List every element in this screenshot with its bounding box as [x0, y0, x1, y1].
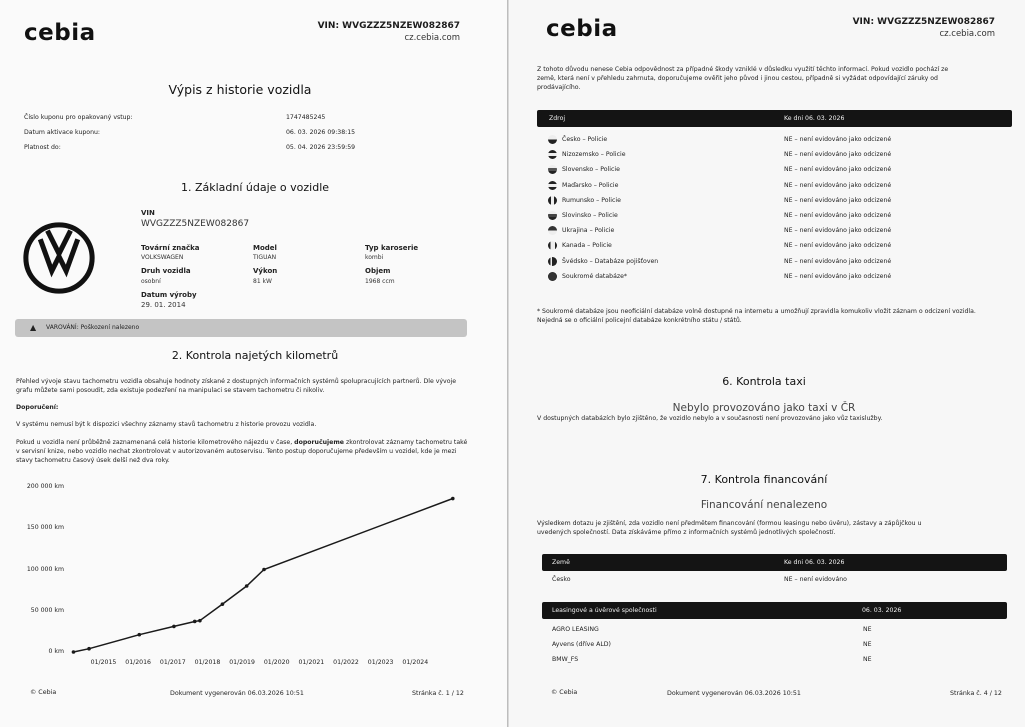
y-tick-label: 0 km [48, 648, 64, 655]
theft-row-result: NE – není evidováno jako odcizené [784, 242, 892, 250]
theft-row-source: Slovensko – Policie [562, 166, 620, 174]
volume-label: Objem [365, 267, 391, 275]
vin-value: WVGZZZ5NZEW082867 [141, 219, 250, 229]
theft-header-date: Ke dni 06. 03. 2026 [784, 115, 845, 122]
theft-row-result: NE – není evidováno jako odcizené [784, 257, 892, 265]
footnote [537, 308, 1017, 326]
leasing-row-result: NE [863, 626, 872, 633]
theft-row-source: Soukromé databáze* [562, 272, 628, 280]
leasing-row-result: NE [863, 656, 872, 663]
globe-icon [548, 272, 557, 281]
czech-flag-icon [548, 135, 557, 144]
odometer-point [245, 584, 249, 588]
odometer-point [262, 568, 266, 572]
taxi-text: V dostupných databázích bylo zjištěno, že vozidlo nebylo a v současnosti není provozováno jako vůz taxislužby. [537, 415, 883, 422]
country-table-header [542, 554, 1007, 571]
header-vin: VIN: WVGZZZ5NZEW082867 [852, 17, 995, 27]
coupon-label: Číslo kuponu pro opakovaný vstup: [24, 114, 133, 121]
theft-row-source: Slovinsko – Policie [562, 212, 618, 219]
date-label: Datum výroby [141, 291, 197, 299]
canada-flag-icon [548, 241, 557, 250]
advice-1: V systému nemusí být k dispozici všechny záznamy stavů tachometru z historie provozu vozidla. [16, 421, 317, 428]
leasing-row-name: Ayvens (dříve ALD) [552, 641, 611, 648]
section-1-title: 1. Základní údaje o vozidle [180, 181, 330, 194]
theft-row-result: NE – není evidováno jako odcizené [784, 166, 892, 174]
theft-table-header [537, 110, 1012, 127]
leasing-header-label: Leasingové a úvěrové společnosti [552, 607, 657, 614]
warning-text: Poškození nalezeno [78, 324, 140, 331]
sweden-flag-icon [548, 257, 557, 266]
activation-value: 06. 03. 2026 09:38:15 [286, 129, 356, 136]
section-6-title: 6. Kontrola taxi [722, 375, 806, 388]
theft-row-result: NE – není evidováno jako odcizené [784, 151, 892, 159]
odometer-point [221, 602, 225, 606]
theft-row-result: NE – není evidováno jako odcizené [784, 181, 892, 189]
theft-row-source: Rumunsko – Policie [562, 196, 621, 204]
x-tick-label: 01/2024 [402, 659, 429, 666]
footnote-line-2: Nejedná se o oficiální policejní databáze konkrétního státu / států. [537, 316, 742, 324]
x-tick-label: 01/2019 [229, 659, 255, 666]
odometer-point [72, 650, 76, 654]
odometer-intro-line-1: Přehled vývoje stavu tachometru vozidla obsahuje hodnoty získané z dostupných informačních systémů spolupracujících partnerů. Dle vývoje [16, 378, 457, 385]
theft-row-source: Nizozemsko – Policie [562, 151, 626, 159]
leasing-row-result: NE [863, 641, 872, 648]
finance-result: Financování nenalezeno [700, 499, 828, 511]
advice-2-line-3: stavy tachometru časový úsek delší než dva roky. [16, 456, 170, 464]
x-tick-label: 01/2020 [263, 659, 290, 666]
advice-2-bold: doporučujeme [294, 439, 344, 446]
header-site: cz.cebia.com [939, 29, 995, 39]
romania-flag-icon [548, 196, 557, 205]
odometer-intro-line-2: grafu můžete sami posoudit, zda existuje podezření na manipulaci se stavem tachometru či nikoliv. [16, 386, 325, 394]
intro-line-1: Z tohoto důvodu nenese Cebia odpovědnost za případné škody vzniklé v důsledku využití těchto informací. Pokud vozidlo pochází ze [537, 66, 949, 73]
x-tick-label: 01/2017 [159, 659, 186, 666]
intro-paragraph [537, 66, 1012, 93]
x-tick-label: 01/2018 [194, 659, 221, 666]
report-page-4 [509, 0, 1025, 727]
header-vin: VIN: WVGZZZ5NZEW082867 [317, 21, 460, 31]
odometer-point [451, 497, 455, 501]
theft-row-source: Kanada – Policie [562, 242, 612, 250]
warning-triangle-icon: ▲ [30, 323, 37, 332]
country-header-date: Ke dni 06. 03. 2026 [784, 559, 845, 566]
model-label: Model [253, 244, 277, 252]
validity-value: 05. 04. 2026 23:59:59 [286, 144, 356, 151]
cebia-logo: cebia [546, 16, 618, 42]
vin-label: VIN [141, 209, 155, 217]
theft-row-result: NE – není evidováno jako odcizené [784, 136, 892, 143]
finance-paragraph [537, 520, 1017, 538]
body-label: Typ karoserie [365, 244, 419, 252]
ukraine-flag-icon [548, 226, 557, 235]
leasing-table-header [542, 602, 1007, 619]
slovakia-flag-icon [548, 165, 557, 174]
taxi-result: Nebylo provozováno jako taxi v ČR [672, 402, 856, 414]
theft-row-source: Maďarsko – Policie [562, 181, 619, 189]
netherlands-flag-icon [548, 150, 557, 159]
header-site: cz.cebia.com [404, 33, 460, 43]
brand-label: Tovární značka [141, 244, 200, 252]
theft-row-source: Ukrajina – Policie [562, 227, 615, 235]
brand-value: VOLKSWAGEN [141, 254, 184, 261]
section-2-title: 2. Kontrola najetých kilometrů [171, 349, 339, 362]
coupon-value: 1747485245 [286, 114, 326, 121]
date-value: 29. 01. 2014 [141, 301, 186, 309]
country-result: NE – není evidováno [784, 576, 847, 583]
odometer-point [137, 633, 141, 637]
x-tick-label: 01/2016 [125, 659, 151, 666]
finance-line-2: uvedených společností. Data získáváme přímo z informačních systémů jednotlivých společností. [537, 528, 836, 536]
body-value: kombi [365, 254, 384, 261]
warning-prefix: VAROVÁNÍ: [46, 324, 79, 331]
y-tick-label: 150 000 km [26, 524, 64, 532]
leasing-row-name: AGRO LEASING [552, 626, 599, 633]
advice-2-line-2: v servisní knize, nebo vozidlo nechat zkontrolovat v autorizovaném autoservisu. Tento postup doporučujeme především u vozidel, kde je mezi [16, 447, 457, 455]
advice-2-part-a: Pokud u vozidla není průběžně zaznamenaná celá historie kilometrového nájezdu v čase, [16, 439, 295, 446]
advice-2-part-c: zkontrolovat záznamy tachometru také [344, 439, 468, 446]
country-header-label: Země [552, 559, 570, 566]
theft-row-result: NE – není evidováno jako odcizené [784, 212, 892, 219]
power-value: 81 kW [253, 278, 272, 285]
slovenia-flag-icon [548, 211, 557, 220]
theft-row-source: Švédsko – Databáze pojišťoven [562, 257, 659, 265]
cebia-logo: cebia [24, 20, 96, 46]
model-value: TIGUAN [253, 254, 277, 261]
theft-row-result: NE – není evidováno jako odcizené [784, 227, 892, 235]
intro-line-3: prodávajícího. [537, 83, 581, 91]
section-7-title: 7. Kontrola financování [700, 473, 828, 486]
footer-page-number: Stránka č. 1 / 12 [412, 690, 464, 697]
advice-title: Doporučení: [16, 404, 59, 411]
odometer-chart [0, 0, 508, 727]
x-tick-label: 01/2023 [367, 659, 394, 666]
odometer-point [87, 647, 91, 651]
footer-page-number: Stránka č. 4 / 12 [950, 690, 1002, 697]
intro-line-2: země, která není v přehledu zahrnuta, doporučujeme ověřit jeho původ i jinou cestou, případně si vyžádat odpovídající záruky od [537, 74, 938, 82]
x-tick-label: 01/2022 [333, 659, 359, 666]
theft-header-source: Zdroj [549, 115, 566, 122]
footer-generated: Dokument vygenerován 06.03.2026 10:51 [170, 690, 304, 697]
y-tick-label: 200 000 km [26, 483, 64, 490]
odometer-point [198, 619, 202, 623]
theft-row-source: Česko – Policie [562, 136, 608, 143]
x-tick-label: 01/2021 [298, 659, 325, 666]
footer-generated: Dokument vygenerován 06.03.2026 10:51 [667, 690, 801, 697]
kind-value: osobní [141, 278, 161, 285]
report-page-1 [0, 0, 508, 727]
country-name: Česko [552, 576, 571, 583]
kind-label: Druh vozidla [141, 267, 191, 275]
theft-row-result: NE – není evidováno jako odcizené [784, 272, 892, 280]
leasing-row-name: BMW_FS [552, 656, 579, 663]
footnote-line-1: * Soukromé databáze jsou neoficiální databáze volně dostupné na internetu a umožňují zpravidla komukoliv vložit záznam o odcizení vozidla. [537, 308, 976, 315]
y-tick-label: 100 000 km [26, 565, 64, 573]
odometer-point [172, 625, 176, 629]
y-tick-label: 50 000 km [30, 606, 64, 614]
finance-line-1: Výsledkem dotazu je zjištění, zda vozidlo není předmětem financování (formou leasingu nebo úvěru), zástavy a zápůjčkou u [537, 520, 922, 527]
footer-copyright: © Cebia [551, 689, 578, 696]
activation-label: Datum aktivace kuponu: [24, 129, 101, 136]
hungary-flag-icon [548, 181, 557, 190]
volume-value: 1968 ccm [365, 278, 395, 285]
validity-label: Platnost do: [24, 144, 61, 151]
odometer-line [74, 499, 453, 653]
theft-row-result: NE – není evidováno jako odcizené [784, 196, 892, 204]
x-tick-label: 01/2015 [90, 659, 117, 666]
page-title: Výpis z historie vozidla [168, 82, 312, 97]
footer-copyright: © Cebia [30, 689, 57, 696]
leasing-header-date: 06. 03. 2026 [862, 607, 902, 614]
odometer-point [193, 620, 197, 624]
power-label: Výkon [253, 267, 278, 275]
